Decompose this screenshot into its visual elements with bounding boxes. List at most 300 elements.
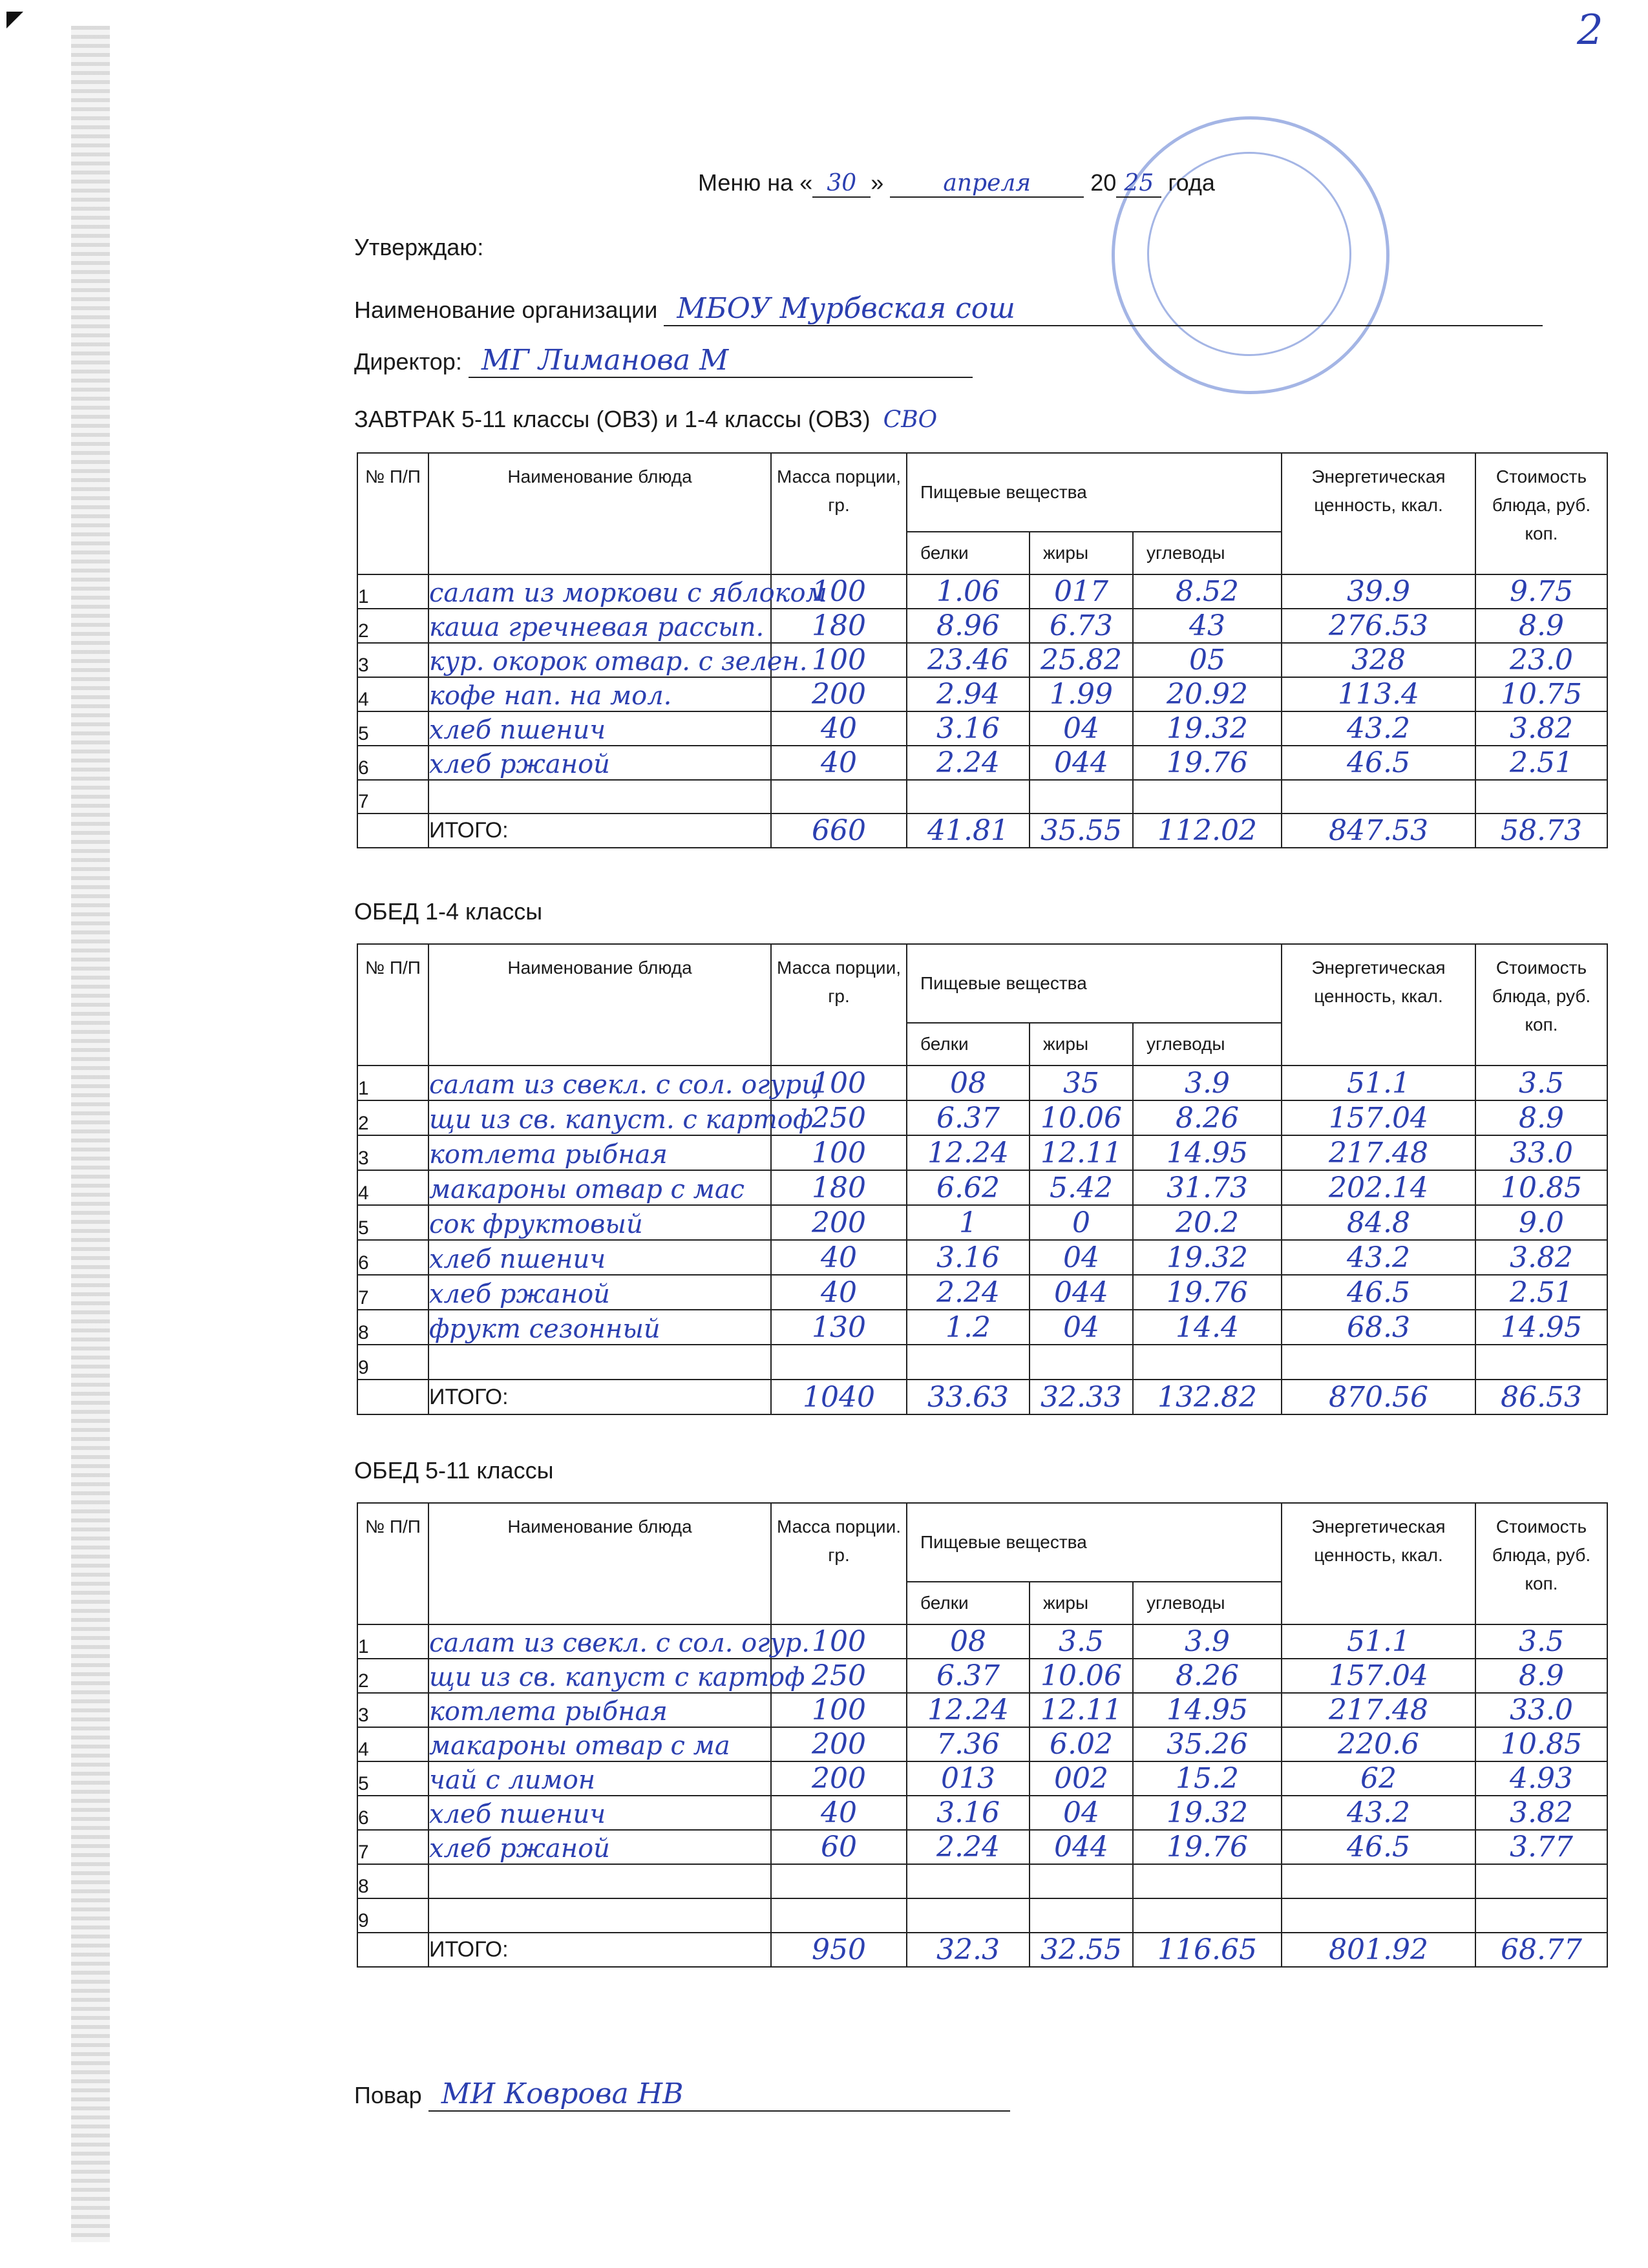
title-mid: » [871,169,891,196]
total-mass: 950 [771,1933,907,1967]
carbs-value: 43 [1133,609,1282,643]
dish-name [428,1345,771,1380]
energy-value: 113.4 [1282,677,1475,711]
carbs-value: 35.26 [1133,1727,1282,1761]
protein-value: 3.16 [907,711,1030,746]
carbs-value: 14.95 [1133,1693,1282,1727]
table-row [357,1100,1607,1135]
energy-value: 84.8 [1282,1205,1475,1240]
portion-mass: 100 [771,1693,907,1727]
column-header-name: Наименование блюда [428,1503,771,1624]
column-header-protein: белки [907,532,1030,574]
cost-value [1475,1864,1607,1898]
dish-name: чай с лимон [428,1761,771,1796]
total-energy: 801.92 [1282,1933,1475,1967]
table-row [357,1345,1607,1380]
column-header-num: № П/П [357,944,428,1066]
row-number: 3 [357,1693,428,1727]
protein-value [907,780,1030,814]
dish-name: макароны отвар с ма [428,1727,771,1761]
fat-value: 044 [1030,746,1133,780]
dish-name: кофе нап. на мол. [428,677,771,711]
portion-mass: 40 [771,1796,907,1830]
dish-name: котлета рыбная [428,1693,771,1727]
cost-value: 8.9 [1475,1659,1607,1693]
carbs-value: 8.26 [1133,1659,1282,1693]
energy-value: 46.5 [1282,746,1475,780]
title-year-suffix: 25 [1116,170,1161,198]
portion-mass: 40 [771,746,907,780]
energy-value: 43.2 [1282,1796,1475,1830]
column-header-name: Наименование блюда [428,944,771,1066]
fat-value: 25.82 [1030,643,1133,677]
carbs-value [1133,1898,1282,1933]
cost-value: 3.82 [1475,1796,1607,1830]
page-number: 2 [1577,6,1603,54]
column-header-num: № П/П [357,1503,428,1624]
total-row [357,814,1607,848]
portion-mass: 200 [771,1727,907,1761]
carbs-value: 15.2 [1133,1761,1282,1796]
fat-value: 04 [1030,1796,1133,1830]
portion-mass: 100 [771,643,907,677]
portion-mass: 100 [771,1135,907,1170]
row-number: 8 [357,1864,428,1898]
section-title-breakfast [354,406,937,433]
row-number: 4 [357,1727,428,1761]
total-carbs: 112.02 [1133,814,1282,848]
cost-value: 2.51 [1475,746,1607,780]
total-energy: 847.53 [1282,814,1475,848]
portion-mass: 40 [771,711,907,746]
total-fat: 32.33 [1030,1380,1133,1414]
row-number: 8 [357,1310,428,1345]
menu-table-lunch-1-4 [357,943,1608,1415]
row-number: 3 [357,643,428,677]
portion-mass: 180 [771,1170,907,1205]
total-label: ИТОГО: [428,1380,771,1414]
organization-stamp [1112,116,1389,394]
row-number: 6 [357,1796,428,1830]
protein-value: 12.24 [907,1693,1030,1727]
total-fat: 35.55 [1030,814,1133,848]
carbs-value: 8.52 [1133,574,1282,609]
row-number: 7 [357,1830,428,1864]
carbs-value: 14.95 [1133,1135,1282,1170]
total-empty-cell [357,1933,428,1967]
cost-value: 10.85 [1475,1170,1607,1205]
protein-value: 2.24 [907,1275,1030,1310]
protein-value [907,1345,1030,1380]
fat-value: 12.11 [1030,1693,1133,1727]
dish-name: хлеб пшенич [428,1796,771,1830]
carbs-value: 19.32 [1133,1796,1282,1830]
column-header-fat: жиры [1030,532,1133,574]
dish-name: салат из моркови с яблоком [428,574,771,609]
table-row [357,1170,1607,1205]
row-number: 5 [357,711,428,746]
fat-value [1030,1864,1133,1898]
total-mass: 1040 [771,1380,907,1414]
table-row [357,1727,1607,1761]
column-header-fat: жиры [1030,1023,1133,1066]
section-title-text: ОБЕД 5-11 классы [354,1457,554,1484]
total-row [357,1933,1607,1967]
portion-mass [771,780,907,814]
scan-edge-artifact [71,26,110,2242]
energy-value: 157.04 [1282,1659,1475,1693]
organization-value: МБОУ Мурбвская сош [664,292,1543,326]
fat-value: 6.02 [1030,1727,1133,1761]
organization-label: Наименование организации [354,297,658,323]
portion-mass: 200 [771,1761,907,1796]
protein-value: 08 [907,1066,1030,1100]
portion-mass: 250 [771,1100,907,1135]
dish-name: хлеб пшенич [428,711,771,746]
fat-value: 0 [1030,1205,1133,1240]
protein-value: 1.06 [907,574,1030,609]
energy-value: 217.48 [1282,1693,1475,1727]
table-row [357,1693,1607,1727]
approve-label: Утверждаю: [354,234,484,260]
carbs-value: 19.76 [1133,1830,1282,1864]
fat-value: 10.06 [1030,1659,1133,1693]
fat-value [1030,1898,1133,1933]
total-empty-cell [357,1380,428,1414]
energy-value: 62 [1282,1761,1475,1796]
energy-value: 46.5 [1282,1830,1475,1864]
table-row [357,1310,1607,1345]
fat-value [1030,780,1133,814]
table-row [357,1761,1607,1796]
column-header-nutrients: Пищевые вещества [907,453,1282,532]
table-row [357,1864,1607,1898]
fat-value: 017 [1030,574,1133,609]
total-protein: 41.81 [907,814,1030,848]
column-header-num: № П/П [357,453,428,574]
row-number: 9 [357,1345,428,1380]
director-line [354,344,973,378]
energy-value: 43.2 [1282,711,1475,746]
row-number: 4 [357,1170,428,1205]
column-header-energy: Энергетическая ценность, ккал. [1282,1503,1475,1624]
protein-value: 6.37 [907,1659,1030,1693]
title-year-prefix: 20 [1090,169,1117,196]
carbs-value [1133,1345,1282,1380]
dish-name: щи из св. капуст. с картоф [428,1100,771,1135]
row-number: 7 [357,1275,428,1310]
column-header-nutrients: Пищевые вещества [907,1503,1282,1582]
protein-value: 1.2 [907,1310,1030,1345]
energy-value: 217.48 [1282,1135,1475,1170]
total-fat: 32.55 [1030,1933,1133,1967]
energy-value: 43.2 [1282,1240,1475,1275]
protein-value: 12.24 [907,1135,1030,1170]
total-label: ИТОГО: [428,1933,771,1967]
energy-value [1282,1345,1475,1380]
protein-value: 7.36 [907,1727,1030,1761]
cost-value: 3.5 [1475,1624,1607,1659]
fat-value: 6.73 [1030,609,1133,643]
column-header-mass: Масса порции. гр. [771,1503,907,1624]
total-energy: 870.56 [1282,1380,1475,1414]
portion-mass: 200 [771,1205,907,1240]
table-row [357,609,1607,643]
row-number: 1 [357,1624,428,1659]
carbs-value: 3.9 [1133,1624,1282,1659]
table-row [357,677,1607,711]
cost-value [1475,1898,1607,1933]
cook-value: МИ Коврова НВ [428,2077,1010,2112]
energy-value: 68.3 [1282,1310,1475,1345]
fat-value: 04 [1030,1240,1133,1275]
cost-value: 4.93 [1475,1761,1607,1796]
column-header-carbs: углеводы [1133,532,1282,574]
dish-name: салат из свекл. с сол. огур. [428,1624,771,1659]
row-number: 4 [357,677,428,711]
portion-mass [771,1345,907,1380]
protein-value: 3.16 [907,1240,1030,1275]
cost-value: 23.0 [1475,643,1607,677]
energy-value: 276.53 [1282,609,1475,643]
portion-mass: 60 [771,1830,907,1864]
dish-name: хлеб ржаной [428,746,771,780]
total-carbs: 116.65 [1133,1933,1282,1967]
section-title-text: ОБЕД 1-4 классы [354,898,543,925]
carbs-value: 20.92 [1133,677,1282,711]
fat-value: 044 [1030,1275,1133,1310]
dish-name: салат из свекл. с сол. огурц [428,1066,771,1100]
row-number: 3 [357,1135,428,1170]
row-number: 6 [357,1240,428,1275]
dish-name [428,780,771,814]
cook-label: Повар [354,2082,422,2108]
carbs-value [1133,1864,1282,1898]
portion-mass [771,1898,907,1933]
menu-table-breakfast [357,452,1608,848]
row-number: 1 [357,574,428,609]
energy-value: 39.9 [1282,574,1475,609]
column-header-energy: Энергетическая ценность, ккал. [1282,453,1475,574]
protein-value: 1 [907,1205,1030,1240]
carbs-value [1133,780,1282,814]
column-header-cost: Стоимость блюда, руб. коп. [1475,1503,1607,1624]
fat-value: 12.11 [1030,1135,1133,1170]
title-prefix: Меню на « [698,169,813,196]
column-header-protein: белки [907,1582,1030,1624]
column-header-carbs: углеводы [1133,1023,1282,1066]
fat-value: 1.99 [1030,677,1133,711]
energy-value [1282,1864,1475,1898]
carbs-value: 19.32 [1133,1240,1282,1275]
protein-value: 6.62 [907,1170,1030,1205]
dish-name [428,1864,771,1898]
dish-name: кур. окорок отвар. с зелен. [428,643,771,677]
portion-mass: 100 [771,574,907,609]
energy-value: 157.04 [1282,1100,1475,1135]
total-empty-cell [357,814,428,848]
title-suffix: года [1161,169,1215,196]
row-number: 2 [357,609,428,643]
cost-value: 33.0 [1475,1135,1607,1170]
energy-value: 51.1 [1282,1624,1475,1659]
portion-mass: 200 [771,677,907,711]
table-row [357,780,1607,814]
table-row [357,711,1607,746]
total-cost: 86.53 [1475,1380,1607,1414]
title-month: апреля [890,170,1084,198]
row-number: 7 [357,780,428,814]
column-header-energy: Энергетическая ценность, ккал. [1282,944,1475,1066]
table-row [357,1830,1607,1864]
fat-value: 04 [1030,1310,1133,1345]
total-mass: 660 [771,814,907,848]
column-header-fat: жиры [1030,1582,1133,1624]
dish-name: каша гречневая рассып. [428,609,771,643]
fat-value [1030,1345,1133,1380]
page-title [698,169,1215,198]
section-title-lunch-1-4 [354,898,542,925]
cost-value: 3.77 [1475,1830,1607,1864]
organization-line [354,292,1543,326]
energy-value: 46.5 [1282,1275,1475,1310]
director-value: МГ Лиманова М [469,344,973,378]
cost-value: 3.82 [1475,711,1607,746]
cost-value: 9.75 [1475,574,1607,609]
portion-mass: 250 [771,1659,907,1693]
carbs-value: 19.76 [1133,1275,1282,1310]
portion-mass [771,1864,907,1898]
director-label: Директор: [354,348,462,375]
carbs-value: 19.32 [1133,711,1282,746]
cost-value: 8.9 [1475,1100,1607,1135]
dish-name: макароны отвар с мас [428,1170,771,1205]
cost-value: 14.95 [1475,1310,1607,1345]
carbs-value: 05 [1133,643,1282,677]
dish-name: сок фруктовый [428,1205,771,1240]
row-number: 5 [357,1761,428,1796]
column-header-protein: белки [907,1023,1030,1066]
total-cost: 68.77 [1475,1933,1607,1967]
dish-name: котлета рыбная [428,1135,771,1170]
fat-value: 35 [1030,1066,1133,1100]
row-number: 9 [357,1898,428,1933]
dish-name: хлеб ржаной [428,1830,771,1864]
energy-value: 51.1 [1282,1066,1475,1100]
cost-value: 9.0 [1475,1205,1607,1240]
column-header-name: Наименование блюда [428,453,771,574]
row-number: 1 [357,1066,428,1100]
fat-value: 002 [1030,1761,1133,1796]
carbs-value: 3.9 [1133,1066,1282,1100]
energy-value: 202.14 [1282,1170,1475,1205]
dish-name [428,1898,771,1933]
cost-value: 3.82 [1475,1240,1607,1275]
cost-value: 10.75 [1475,677,1607,711]
fat-value: 10.06 [1030,1100,1133,1135]
protein-value: 8.96 [907,609,1030,643]
total-protein: 33.63 [907,1380,1030,1414]
total-row [357,1380,1607,1414]
section-mark: СВО [883,406,938,433]
table-row [357,746,1607,780]
energy-value [1282,1898,1475,1933]
table-row [357,1240,1607,1275]
title-day: 30 [812,170,871,198]
protein-value: 2.24 [907,1830,1030,1864]
cost-value: 2.51 [1475,1275,1607,1310]
table-row [357,1066,1607,1100]
corner-mark [6,12,23,28]
portion-mass: 40 [771,1275,907,1310]
carbs-value: 31.73 [1133,1170,1282,1205]
portion-mass: 40 [771,1240,907,1275]
dish-name: хлеб ржаной [428,1275,771,1310]
table-row [357,1624,1607,1659]
dish-name: щи из св. капуст с картоф [428,1659,771,1693]
total-cost: 58.73 [1475,814,1607,848]
protein-value [907,1898,1030,1933]
row-number: 5 [357,1205,428,1240]
energy-value: 328 [1282,643,1475,677]
cost-value [1475,780,1607,814]
protein-value: 23.46 [907,643,1030,677]
table-row [357,1659,1607,1693]
table-row [357,1898,1607,1933]
total-protein: 32.3 [907,1933,1030,1967]
column-header-mass: Масса порции, гр. [771,453,907,574]
protein-value: 2.24 [907,746,1030,780]
row-number: 2 [357,1100,428,1135]
dish-name: хлеб пшенич [428,1240,771,1275]
column-header-cost: Стоимость блюда, руб. коп. [1475,453,1607,574]
column-header-cost: Стоимость блюда, руб. коп. [1475,944,1607,1066]
table-row [357,643,1607,677]
protein-value: 2.94 [907,677,1030,711]
cost-value: 10.85 [1475,1727,1607,1761]
dish-name: фрукт сезонный [428,1310,771,1345]
energy-value: 220.6 [1282,1727,1475,1761]
portion-mass: 180 [771,609,907,643]
protein-value: 6.37 [907,1100,1030,1135]
cost-value: 3.5 [1475,1066,1607,1100]
carbs-value: 20.2 [1133,1205,1282,1240]
row-number: 2 [357,1659,428,1693]
protein-value: 08 [907,1624,1030,1659]
protein-value [907,1864,1030,1898]
fat-value: 04 [1030,711,1133,746]
carbs-value: 19.76 [1133,746,1282,780]
carbs-value: 14.4 [1133,1310,1282,1345]
table-row [357,1275,1607,1310]
row-number: 6 [357,746,428,780]
table-row [357,574,1607,609]
menu-table-lunch-5-11 [357,1502,1608,1968]
section-title-lunch-5-11 [354,1457,553,1484]
cook-line [354,2077,1010,2112]
energy-value [1282,780,1475,814]
cost-value: 33.0 [1475,1693,1607,1727]
portion-mass: 130 [771,1310,907,1345]
carbs-value: 8.26 [1133,1100,1282,1135]
total-label: ИТОГО: [428,814,771,848]
portion-mass: 100 [771,1624,907,1659]
table-row [357,1135,1607,1170]
section-title-text: ЗАВТРАК 5-11 классы (ОВЗ) и 1-4 классы (ОВЗ) [354,406,871,432]
table-row [357,1205,1607,1240]
column-header-mass: Масса порции, гр. [771,944,907,1066]
protein-value: 3.16 [907,1796,1030,1830]
